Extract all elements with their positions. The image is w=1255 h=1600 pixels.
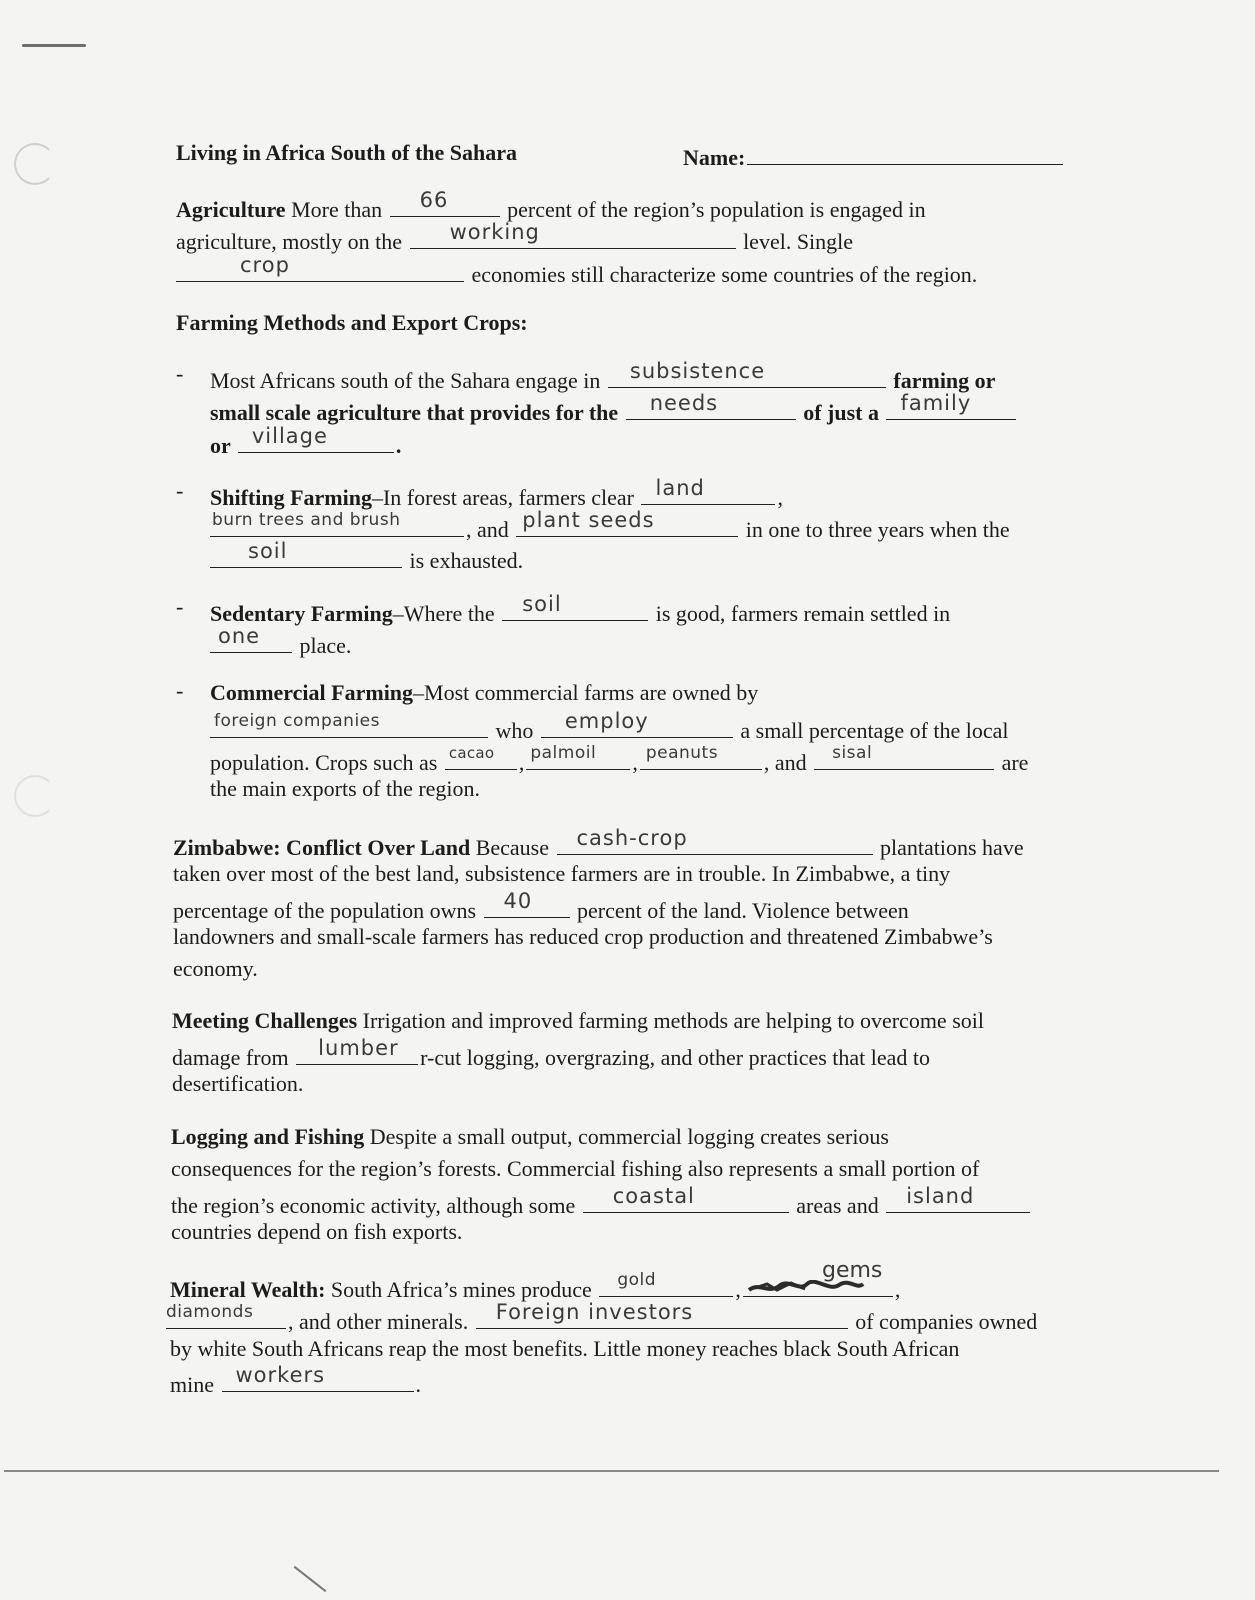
handwritten-answer: foreign companies [214,711,380,731]
commercial-line-1 [210,678,758,708]
logging-line-2: consequences for the region’s forests. Commercial fishing also represents a small portion of [171,1156,980,1181]
text: percent of the land. Violence between [577,898,909,923]
text: are [1001,750,1029,775]
challenges-line-3: desertification. [172,1071,304,1096]
text: , [894,1277,901,1302]
answer-blank[interactable] [296,1038,418,1065]
handwritten-answer: subsistence [629,359,766,383]
handwritten-answer: plant seeds [522,508,655,532]
name-field[interactable] [683,138,1065,173]
bullet-dash: - [176,594,184,619]
text: economies still characterize some countries of the region. [471,262,978,287]
text: South Africa’s mines produce [330,1277,592,1302]
logging-line-4: countries depend on fish exports. [171,1219,463,1244]
answer-blank[interactable] [210,711,488,738]
staple-mark [22,44,86,47]
handwritten-answer: 40 [503,889,533,913]
handwritten-answer: employ [564,709,649,733]
text: , and [763,750,807,775]
answer-blank[interactable] [502,594,648,621]
answer-blank[interactable] [886,393,1016,420]
punch-hole-middle [14,775,56,817]
bullet-dash: - [176,361,184,386]
bullet-dash: - [176,678,184,703]
text: . [395,433,402,458]
challenges-line-2 [172,1038,930,1073]
text: . [415,1372,421,1397]
zimbabwe-line-4: landowners and small-scale farmers has reduced crop production and threatened Zimbabwe’s [173,924,993,949]
punch-hole-top [14,143,56,185]
subsistence-line-3 [210,426,401,461]
text: or [210,433,231,458]
text: mine [170,1372,214,1397]
answer-blank-crossed-out[interactable] [743,1270,893,1297]
handwritten-answer: one [218,624,261,648]
sedentary-heading: Sedentary Farming [210,601,393,626]
answer-blank[interactable] [516,510,738,537]
handwritten-answer: village [251,424,328,448]
text: in one to three years when the [745,517,1010,542]
handwritten-answer: cash-crop [576,826,688,850]
zimbabwe-line-3 [173,891,909,926]
answer-blank[interactable] [238,426,394,453]
handwritten-answer: peanuts [645,743,719,763]
shifting-heading: Shifting Farming [210,485,372,510]
agriculture-heading: Agriculture [176,197,286,222]
handwritten-note-gems: gems [822,1258,883,1283]
answer-blank[interactable] [626,393,796,420]
commercial-line-3: population. Crops such as cacao , palmoil , peanuts , and sisal are [210,743,1028,778]
agriculture-line-3 [176,255,977,290]
text: percent of the region’s population is engaged in [507,197,926,222]
text: the region’s economic activity, although some [171,1193,576,1218]
handwritten-answer: burn trees and brush [212,510,401,530]
answer-blank[interactable] [484,891,570,918]
answer-blank[interactable] [886,1186,1030,1213]
text: More than [291,197,383,222]
commercial-heading: Commercial Farming [210,680,414,705]
text: , and other minerals. [288,1309,469,1334]
text: Irrigation and improved farming methods are helping to overcome soil [362,1008,984,1033]
mineral-line-3: by white South Africans reap the most benefits. Little money reaches black South African [170,1336,960,1361]
text: areas and [796,1193,879,1218]
handwritten-answer: workers [235,1363,326,1387]
handwritten-answer: palmoil [530,743,597,763]
text: , and [466,517,509,542]
answer-blank[interactable] [176,255,464,282]
subsistence-line-1 [210,361,995,396]
challenges-heading: Meeting Challenges [172,1008,358,1033]
answer-blank[interactable] [557,828,873,855]
text: Most Africans south of the Sahara engage in [210,368,601,393]
answer-blank[interactable] [210,510,464,537]
logging-line-1 [171,1122,889,1152]
text: is good, farmers remain settled in [655,601,951,626]
handwritten-answer: cacao [448,744,495,762]
text: percentage of the population owns [173,898,477,923]
text: a small percentage of the local [740,718,1009,743]
shifting-line-3 [210,541,523,576]
name-label: Name: [683,145,746,170]
answer-blank[interactable] [814,743,994,770]
handwritten-answer: Foreign investors [495,1300,694,1324]
handwritten-answer: soil [522,592,562,616]
text: of just a [803,400,879,425]
mineral-line-1: Mineral Wealth: South Africa’s mines produce gold , , [170,1270,900,1305]
shifting-line-2 [210,510,1010,545]
logging-line-3 [171,1186,1032,1221]
answer-blank[interactable] [210,626,292,653]
answer-blank[interactable] [210,541,402,568]
worksheet-title: Living in Africa South of the Sahara [176,140,518,165]
handwritten-answer: working [449,220,540,244]
logging-heading: Logging and Fishing [171,1124,365,1149]
mineral-heading: Mineral Wealth: [170,1277,326,1302]
handwritten-answer: family [900,391,972,415]
text: , [777,485,783,510]
answer-blank[interactable] [526,743,630,770]
answer-blank[interactable] [583,1186,789,1213]
text: of companies owned [855,1309,1038,1334]
handwritten-answer: lumber [318,1036,399,1060]
handwritten-answer: gold [617,1270,657,1290]
zimbabwe-line-2: taken over most of the best land, subsistence farmers are in trouble. In Zimbabwe, a tiny [173,861,951,886]
answer-blank[interactable] [445,743,517,770]
text: who [495,718,534,743]
answer-blank[interactable] [166,1302,286,1329]
challenges-line-1 [172,1006,984,1036]
answer-blank[interactable] [390,190,500,217]
text: Despite a small output, commercial logging creates serious [369,1124,889,1149]
farming-heading: Farming Methods and Export Crops: [176,310,528,335]
handwritten-answer: needs [649,391,719,415]
commercial-line-4: the main exports of the region. [210,776,481,801]
text: –Where the [392,601,495,626]
text: is exhausted. [409,548,524,573]
text: farming or [893,368,996,393]
answer-blank[interactable] [476,1302,848,1329]
answer-blank[interactable] [410,222,736,249]
handwritten-answer: land [655,476,705,500]
zimbabwe-line-5: economy. [173,956,258,981]
mineral-line-4 [170,1365,421,1400]
stray-mark [294,1566,327,1592]
handwritten-answer: sisal [832,743,873,763]
text: –In forest areas, farmers clear [371,485,634,510]
answer-blank[interactable] [599,1270,733,1297]
answer-blank[interactable] [541,711,733,738]
bullet-dash: - [176,478,184,503]
handwritten-answer: island [906,1184,975,1208]
commercial-line-2 [210,711,1009,746]
name-blank[interactable] [747,138,1063,165]
sedentary-line-2 [210,626,351,661]
handwritten-answer: coastal [612,1184,695,1208]
text: damage from [172,1045,289,1070]
handwritten-answer: 66 [419,188,449,212]
text: plantations have [880,835,1024,860]
handwritten-answer: crop [240,253,290,277]
handwritten-answer: diamonds [166,1302,254,1322]
answer-blank[interactable] [640,743,762,770]
agriculture-line-1 [176,190,926,225]
text: small scale agriculture that provides for the [210,400,619,425]
answer-blank[interactable] [641,478,775,505]
answer-blank[interactable] [608,361,886,388]
text: level. Single [743,229,854,254]
handwritten-answer: soil [248,539,288,563]
text: population. Crops such as [210,750,438,775]
text: agriculture, mostly on the [176,229,403,254]
text: Because [475,835,550,860]
text: –Most commercial farms are owned by [413,680,759,705]
zimbabwe-heading: Zimbabwe: Conflict Over Land [173,835,471,860]
zimbabwe-line-1 [173,828,1024,863]
bottom-divider [4,1470,1219,1472]
text: place. [299,633,352,658]
crossed-out-scribble [747,1280,865,1294]
subsistence-line-2 [210,393,1018,428]
answer-blank[interactable] [222,1365,414,1392]
mineral-line-2 [166,1302,1037,1337]
text: r-cut logging, overgrazing, and other practices that lead to [420,1045,931,1070]
sedentary-line-1 [210,594,950,629]
